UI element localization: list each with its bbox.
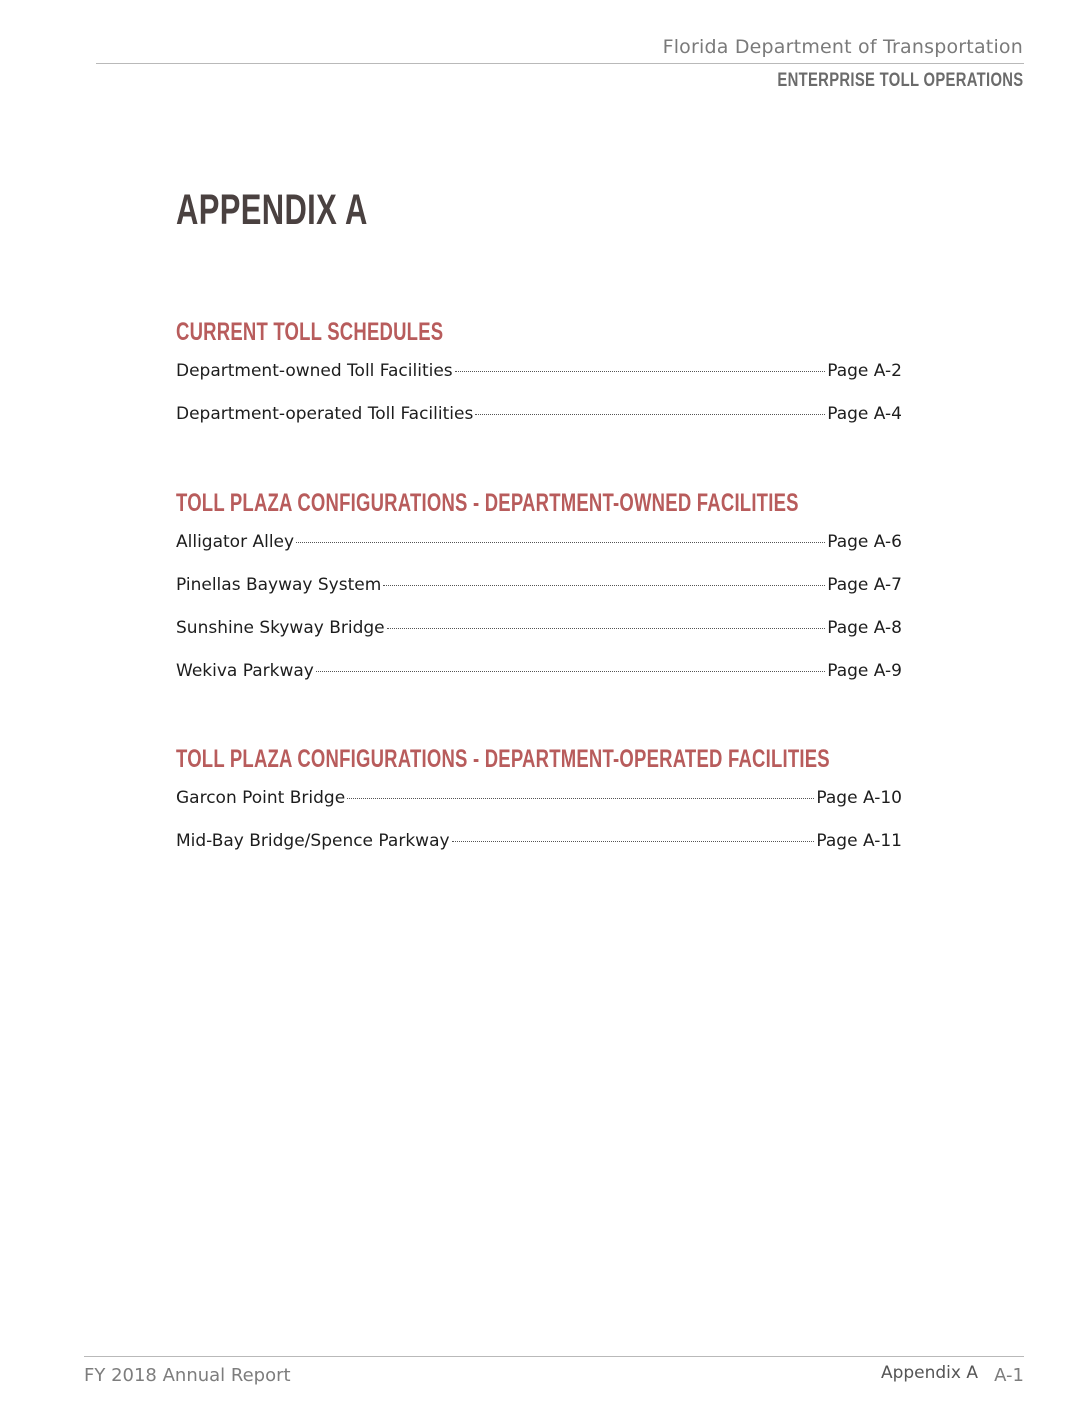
section-heading: TOLL PLAZA CONFIGURATIONS - DEPARTMENT-OWNED FACILITIES xyxy=(176,489,799,517)
toc-entry-label: Department-owned Toll Facilities xyxy=(176,361,453,381)
toc-entry-page: Page A-9 xyxy=(827,661,902,681)
dot-leader xyxy=(455,371,826,372)
section-heading: TOLL PLAZA CONFIGURATIONS - DEPARTMENT-OPERATED FACILITIES xyxy=(176,745,830,773)
toc-entry[interactable] xyxy=(176,575,902,618)
dot-leader xyxy=(296,542,825,543)
toc-entry[interactable] xyxy=(176,404,902,447)
footer-section-name: Appendix A xyxy=(880,1363,978,1383)
dot-leader xyxy=(387,628,826,629)
toc-entry-label: Pinellas Bayway System xyxy=(176,575,382,595)
toc-section-plaza-configurations-operated xyxy=(176,744,902,874)
dot-leader xyxy=(452,841,815,842)
toc-list xyxy=(176,788,902,874)
dot-leader xyxy=(475,414,825,415)
dot-leader xyxy=(316,671,825,672)
page-title: APPENDIX A xyxy=(176,186,368,234)
toc-entry[interactable] xyxy=(176,831,902,874)
toc-entry-label: Garcon Point Bridge xyxy=(176,788,346,808)
toc-entry[interactable] xyxy=(176,788,902,831)
header-divider xyxy=(96,63,1024,64)
toc-list xyxy=(176,532,902,704)
toc-entry-label: Wekiva Parkway xyxy=(176,661,314,681)
toc-entry-label: Department-operated Toll Facilities xyxy=(176,404,474,424)
header-organization: Florida Department of Transportation xyxy=(662,36,1023,58)
dot-leader xyxy=(383,585,825,586)
footer-divider xyxy=(84,1356,1024,1357)
dot-leader xyxy=(347,798,814,799)
footer-page-number: A-1 xyxy=(994,1365,1024,1386)
toc-list xyxy=(176,361,902,447)
toc-entry[interactable] xyxy=(176,661,902,704)
toc-entry-page: Page A-7 xyxy=(827,575,902,595)
header-unit: ENTERPRISE TOLL OPERATIONS xyxy=(776,70,1023,91)
toc-entry-page: Page A-6 xyxy=(827,532,902,552)
toc-entry-page: Page A-2 xyxy=(827,361,902,381)
toc-entry-label: Mid-Bay Bridge/Spence Parkway xyxy=(176,831,450,851)
toc-entry[interactable] xyxy=(176,618,902,661)
toc-entry-page: Page A-11 xyxy=(816,831,902,851)
toc-entry-label: Alligator Alley xyxy=(176,532,295,552)
section-heading: CURRENT TOLL SCHEDULES xyxy=(176,318,444,346)
toc-entry-page: Page A-8 xyxy=(827,618,902,638)
toc-entry[interactable] xyxy=(176,361,902,404)
toc-entry-label: Sunshine Skyway Bridge xyxy=(176,618,385,638)
toc-entry-page: Page A-4 xyxy=(827,404,902,424)
toc-section-plaza-configurations-owned xyxy=(176,488,902,704)
footer-report-title: FY 2018 Annual Report xyxy=(84,1365,291,1386)
toc-section-current-toll-schedules xyxy=(176,317,902,447)
toc-entry-page: Page A-10 xyxy=(816,788,902,808)
toc-entry[interactable] xyxy=(176,532,902,575)
